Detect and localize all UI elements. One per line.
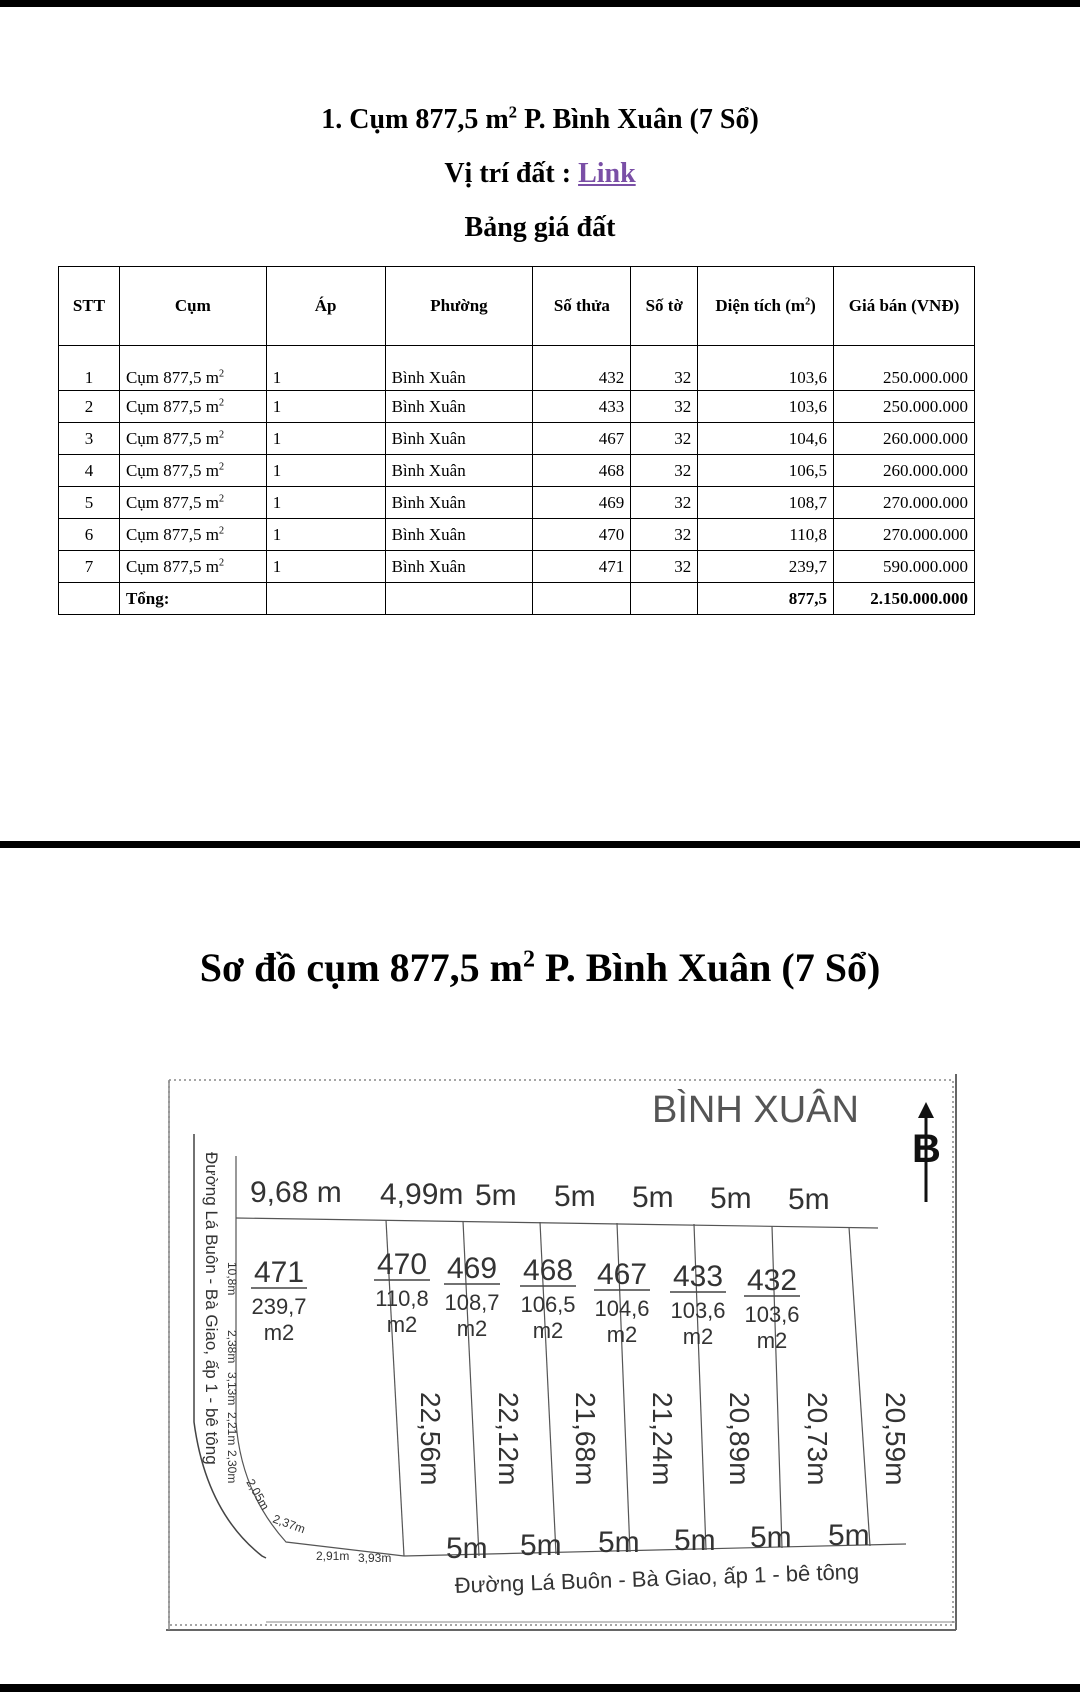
cell-empty xyxy=(266,583,385,615)
table-row xyxy=(59,346,975,391)
table-row xyxy=(59,487,975,519)
cell-phuong: Bình Xuân xyxy=(385,551,533,583)
curve-segment-label: 2,30m xyxy=(225,1450,239,1484)
cell-cum: Cụm 877,5 $m^2$ xyxy=(119,487,266,519)
lot-number: 471 xyxy=(253,1256,305,1289)
depth-label: 22,56m xyxy=(415,1392,446,1486)
top-boundary xyxy=(236,1218,878,1228)
cell-cum: Cụm 877,5 $m^2$ xyxy=(119,455,266,487)
cell-gia-ban: 590.000.000 xyxy=(834,551,975,583)
curve-segment-label: 10,8m xyxy=(225,1262,239,1296)
area-name: BÌNH XUÂN xyxy=(652,1089,859,1131)
top-rule xyxy=(0,0,1080,7)
cell-dien-tich: 108,7 xyxy=(698,487,834,519)
cell-ap: 1 xyxy=(266,346,385,391)
cell-so-thua: 469 xyxy=(533,487,631,519)
bottom-width-label: 5m xyxy=(520,1529,562,1562)
north-arrow-head xyxy=(918,1102,934,1118)
curve-segment-label: 2,21m xyxy=(225,1412,239,1446)
lot-number: 468 xyxy=(522,1254,574,1287)
total-label: Tổng: xyxy=(119,583,266,615)
cell-cum: Cụm 877,5 $m^2$ xyxy=(119,346,266,391)
cell-so-to: 32 xyxy=(631,423,698,455)
bottom-width-label: 5m xyxy=(828,1519,870,1552)
cell-ap: 1 xyxy=(266,551,385,583)
cell-stt: 7 xyxy=(59,551,120,583)
lot-area-unit: m2 xyxy=(456,1316,488,1341)
depth-label: 22,12m xyxy=(493,1392,524,1486)
cell-stt: 2 xyxy=(59,391,120,423)
price-table-title: Bảng giá đất xyxy=(464,212,616,243)
depth-label: 21,24m xyxy=(647,1392,678,1486)
bottom-road-label: Đường Lá Buôn - Bà Giao, ấp 1 - bê tông xyxy=(454,1558,860,1598)
top-width-label: 5m xyxy=(554,1180,596,1213)
curve-segment-label: 3,13m xyxy=(225,1372,239,1406)
lot-area: 110,8 xyxy=(375,1286,429,1311)
lot-divider xyxy=(849,1227,870,1546)
curve-segment-label: 2,37m xyxy=(270,1511,308,1537)
cell-so-thua: 471 xyxy=(533,551,631,583)
top-width-label: 4,99m xyxy=(380,1178,464,1211)
cell-so-to: 32 xyxy=(631,551,698,583)
bottom-width-label: 5m xyxy=(598,1526,640,1559)
diagram-title: Sơ đồ cụm 877,5 $m^2$ P. Bình Xuân (7 Sổ) xyxy=(199,945,881,990)
north-letter: B xyxy=(912,1127,941,1171)
cell-stt: 5 xyxy=(59,487,120,519)
cell-dien-tich: 106,5 xyxy=(698,455,834,487)
cell-phuong: Bình Xuân xyxy=(385,519,533,551)
cell-stt: 4 xyxy=(59,455,120,487)
depth-label: 20,89m xyxy=(724,1392,755,1486)
cell-gia-ban: 270.000.000 xyxy=(834,487,975,519)
lot-number: 470 xyxy=(376,1248,428,1281)
cell-so-to: 32 xyxy=(631,519,698,551)
curve-segment-label: 2,38m xyxy=(225,1330,239,1364)
cell-phuong: Bình Xuân xyxy=(385,487,533,519)
cell-gia-ban: 270.000.000 xyxy=(834,519,975,551)
table-row xyxy=(59,391,975,423)
price-table xyxy=(58,266,975,615)
table-row xyxy=(59,423,975,455)
lot-area: 104,6 xyxy=(594,1296,650,1321)
cell-stt: 1 xyxy=(59,346,120,391)
cell-so-thua: 468 xyxy=(533,455,631,487)
cell-so-to: 32 xyxy=(631,391,698,423)
cell-cum: Cụm 877,5 $m^2$ xyxy=(119,423,266,455)
table-total-row xyxy=(59,583,975,615)
cell-empty xyxy=(533,583,631,615)
depth-label: 20,73m xyxy=(802,1392,833,1486)
lot-diagram xyxy=(166,1072,961,1632)
cell-phuong: Bình Xuân xyxy=(385,423,533,455)
cell-ap: 1 xyxy=(266,391,385,423)
total-gia-ban: 2.150.000.000 xyxy=(834,583,975,615)
lot-area: 103,6 xyxy=(744,1302,800,1327)
top-width-label: 5m xyxy=(710,1182,752,1215)
page-title: 1. Cụm 877,5 $m^2$ P. Bình Xuân (7 Sổ) xyxy=(321,102,759,135)
cell-empty xyxy=(631,583,698,615)
cell-so-thua: 467 xyxy=(533,423,631,455)
curve-segment-label: 2,05m xyxy=(243,1476,273,1513)
cell-gia-ban: 260.000.000 xyxy=(834,423,975,455)
cell-dien-tich: 110,8 xyxy=(698,519,834,551)
cell-cum: Cụm 877,5 $m^2$ xyxy=(119,519,266,551)
location-link[interactable]: Link xyxy=(578,158,636,189)
cell-phuong: Bình Xuân xyxy=(385,346,533,391)
cell-so-thua: 432 xyxy=(533,346,631,391)
lot-area-unit: m2 xyxy=(386,1312,418,1337)
lot-area-unit: m2 xyxy=(263,1320,295,1345)
bottom-width-label: 5m xyxy=(446,1532,488,1565)
cell-gia-ban: 250.000.000 xyxy=(834,346,975,391)
curve-segment-label: 2,91m xyxy=(316,1549,350,1563)
bottom-width-label: 5m xyxy=(674,1524,716,1557)
cell-dien-tich: 103,6 xyxy=(698,391,834,423)
lot-area-unit: m2 xyxy=(606,1322,638,1347)
table-header-row xyxy=(59,267,975,346)
col-header-ap: Áp xyxy=(266,267,385,346)
cell-cum: Cụm 877,5 $m^2$ xyxy=(119,391,266,423)
cell-phuong: Bình Xuân xyxy=(385,455,533,487)
curve-segment-label: 3,93m xyxy=(358,1551,392,1565)
table-row xyxy=(59,551,975,583)
table-row xyxy=(59,519,975,551)
cell-stt: 3 xyxy=(59,423,120,455)
cell-so-to: 32 xyxy=(631,455,698,487)
depth-label: 21,68m xyxy=(570,1392,601,1486)
lot-area-unit: m2 xyxy=(532,1318,564,1343)
location-line: Vị trí đất : Link xyxy=(444,158,636,189)
lot-area-unit: m2 xyxy=(682,1324,714,1349)
cell-so-to: 32 xyxy=(631,346,698,391)
cell-so-thua: 470 xyxy=(533,519,631,551)
cell-stt: 6 xyxy=(59,519,120,551)
col-header-so-to: Số tờ xyxy=(631,267,698,346)
top-width-label: 9,68 m xyxy=(250,1176,342,1209)
col-header-gia-ban: Giá bán (VNĐ) xyxy=(834,267,975,346)
cell-gia-ban: 250.000.000 xyxy=(834,391,975,423)
cell-dien-tich: 104,6 xyxy=(698,423,834,455)
lot-area: 106,5 xyxy=(520,1292,576,1317)
top-width-label: 5m xyxy=(632,1181,674,1214)
col-header-phuong: Phường xyxy=(385,267,533,346)
left-road-label: Đường Lá Buôn - Bà Giao, ấp 1 - bê tông xyxy=(202,1152,221,1465)
bottom-rule xyxy=(0,1684,1080,1692)
cell-ap: 1 xyxy=(266,455,385,487)
cell-so-thua: 433 xyxy=(533,391,631,423)
cell-dien-tich: 239,7 xyxy=(698,551,834,583)
top-width-label: 5m xyxy=(788,1183,830,1216)
cell-phuong: Bình Xuân xyxy=(385,391,533,423)
col-header-dien-tich: Diện tích $(m^2)$ xyxy=(698,267,834,346)
lot-number: 432 xyxy=(746,1264,798,1297)
cell-empty xyxy=(385,583,533,615)
lot-number: 469 xyxy=(446,1252,498,1285)
bottom-width-label: 5m xyxy=(750,1521,792,1554)
depth-label: 20,59m xyxy=(880,1392,911,1486)
cell-empty xyxy=(59,583,120,615)
top-width-label: 5m xyxy=(475,1179,517,1212)
cell-ap: 1 xyxy=(266,487,385,519)
lot-area: 239,7 xyxy=(251,1294,307,1319)
col-header-so-thua: Số thửa xyxy=(533,267,631,346)
table-row xyxy=(59,455,975,487)
col-header-stt: STT xyxy=(59,267,120,346)
cell-gia-ban: 260.000.000 xyxy=(834,455,975,487)
lot-area: 108,7 xyxy=(444,1290,500,1315)
cell-cum: Cụm 877,5 $m^2$ xyxy=(119,551,266,583)
col-header-cum: Cụm xyxy=(119,267,266,346)
cell-dien-tich: 103,6 xyxy=(698,346,834,391)
lot-area-unit: m2 xyxy=(756,1328,788,1353)
total-dien-tich: 877,5 xyxy=(698,583,834,615)
cell-so-to: 32 xyxy=(631,487,698,519)
cell-ap: 1 xyxy=(266,519,385,551)
lot-number: 433 xyxy=(672,1260,724,1293)
section-divider xyxy=(0,841,1080,848)
cell-ap: 1 xyxy=(266,423,385,455)
lot-number: 467 xyxy=(596,1258,648,1291)
lot-area: 103,6 xyxy=(670,1298,726,1323)
